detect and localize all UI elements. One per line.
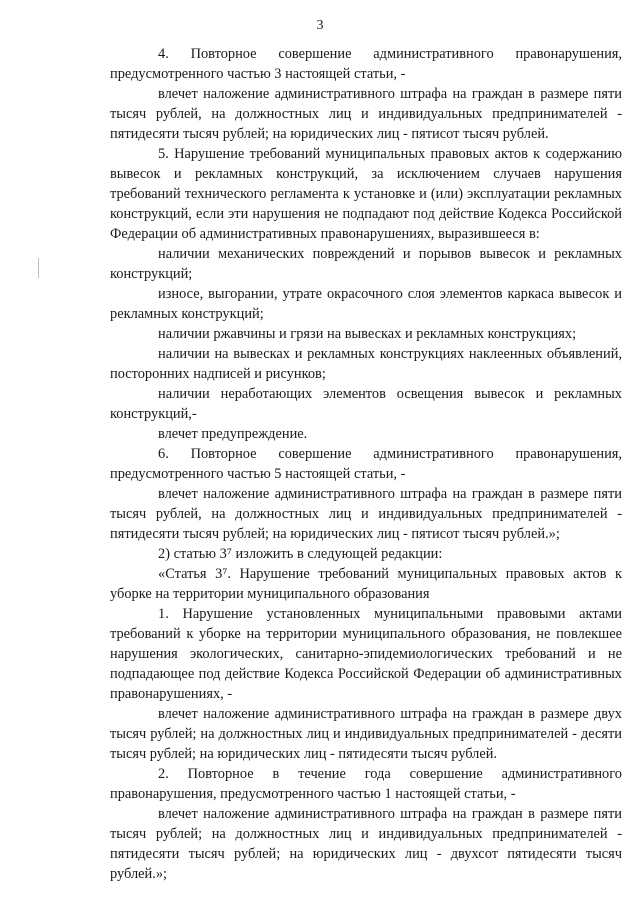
- page-number: 3: [316, 18, 324, 33]
- list-item-lighting: наличии неработающих элементов освещения вывесок и рекламных конструкций,-: [110, 386, 622, 422]
- list-item-posted-ads: наличии на вывесках и рекламных конструкциях наклеенных объявлений, посторонних надписей и рисунков;: [110, 346, 622, 382]
- paragraph-article-part-2-penalty: влечет наложение административного штрафа на граждан в размере пяти тысяч рублей; на должностных лиц и индивидуальных предпринимателей - пятидесяти тысяч рублей; на юридических лиц - двухсот пятидесяти тысяч рублей.»;: [110, 806, 622, 882]
- paragraph-part-4: 4. Повторное совершение административного правонарушения, предусмотренного частью 3 настоящей статьи, -: [110, 46, 622, 82]
- paragraph-part-6-penalty: влечет наложение административного штрафа на граждан в размере пяти тысяч рублей, на должностных лиц и индивидуальных предпринимателей - пятидесяти тысяч рублей; на юридических лиц - пятисот тысяч рублей.»;: [110, 486, 622, 542]
- paragraph-amendment: 2) статью 3⁷ изложить в следующей редакции:: [158, 546, 443, 562]
- list-item-rust: наличии ржавчины и грязи на вывесках и рекламных конструкциях;: [158, 326, 577, 342]
- paragraph-warning: влечет предупреждение.: [158, 426, 308, 442]
- paragraph-part-4-penalty: влечет наложение административного штрафа на граждан в размере пяти тысяч рублей, на должностных лиц и индивидуальных предпринимателей - пятидесяти тысяч рублей; на юридических лиц - пятисот тысяч рублей.: [110, 86, 622, 142]
- paragraph-article-part-1-penalty: влечет наложение административного штрафа на граждан в размере двух тысяч рублей; на должностных лиц и индивидуальных предпринимателей - десяти тысяч рублей; на юридических лиц - пятидесяти тысяч рублей.: [110, 706, 622, 762]
- list-item-damage: наличии механических повреждений и порывов вывесок и рекламных конструкций;: [110, 246, 622, 282]
- document-body: [110, 44, 622, 884]
- paragraph-article-part-2: 2. Повторное в течение года совершение административного правонарушения, предусмотренного частью 1 настоящей статьи, -: [110, 766, 622, 802]
- paragraph-part-6: 6. Повторное совершение административного правонарушения, предусмотренного частью 5 настоящей статьи, -: [110, 446, 622, 482]
- paragraph-article-part-1: 1. Нарушение установленных муниципальными правовыми актами требований к уборке на территории муниципального образования, не повлекшее нарушения экологических, санитарно-эпидемиологических требований и не подпадающее под действие Кодекса Российской Федерации об административных правонарушениях, -: [110, 606, 622, 702]
- margin-mark: [38, 258, 39, 278]
- paragraph-part-5: 5. Нарушение требований муниципальных правовых актов к содержанию вывесок и рекламных конструкций, за исключением случаев нарушения требований технического регламента к установке и (или) эксплуатации рекламных конструкций, если эти нарушения не подпадают под действие Кодекса Российской Федерации об административных правонарушениях, выразившееся в:: [110, 146, 622, 242]
- article-heading: «Статья 3⁷. Нарушение требований муниципальных правовых актов к уборке на территории муниципального образования: [110, 566, 622, 602]
- list-item-wear: износе, выгорании, утрате окрасочного слоя элементов каркаса вывесок и рекламных конструкций;: [110, 286, 622, 322]
